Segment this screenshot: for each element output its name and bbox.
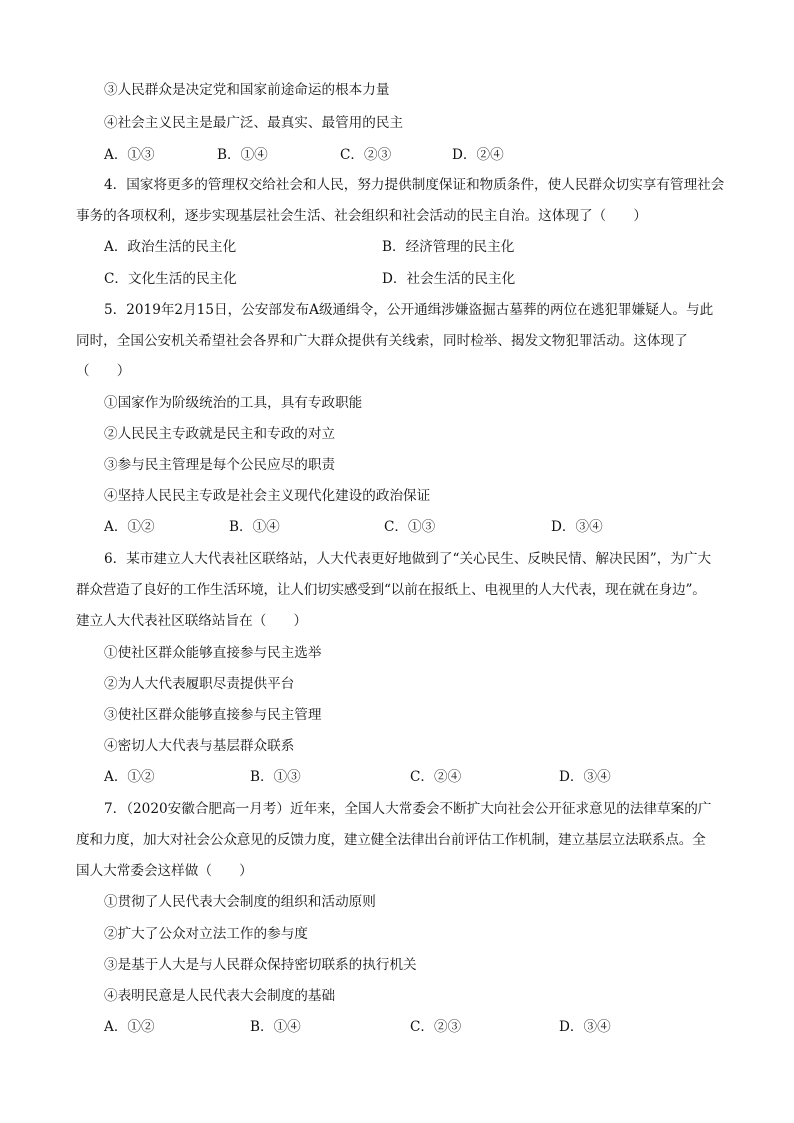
q3-choice-a: A．①③ [104,147,155,163]
q7-stem-line3: 国人大常委会这样做（ ） [76,863,253,879]
q6-choice-c: C．②④ [410,769,462,785]
q4-stem-line1: 4．国家将更多的管理权交给社会和人民，努力提供制度保证和物质条件，使人民群众切实享有管理社会 [104,177,725,193]
q3-option-4: ④社会主义民主是最广泛、最真实、最管用的民主 [104,115,404,131]
q5-choice-b: B．①④ [229,519,280,535]
q5-choice-c: C．①③ [384,519,436,535]
q6-stem-line1: 6．某市建立人大代表社区联络站，人大代表更好地做到了“关心民生、反映民情、解决民困”，为广大 [104,551,712,567]
q7-stem-line2: 度和力度，加大对社会公众意见的反馈力度，建立健全法律出台前评估工作机制，建立基层立法联系点。全 [76,832,706,848]
q7-choice-a: A．①② [104,1019,155,1035]
q5-stem-line3: （ ） [76,363,131,379]
q5-stem-line1: 5．2019年2月15日，公安部发布A级通缉令，公开通缉涉嫌盗掘古墓葬的两位在逃犯罪嫌疑人。与此 [104,302,714,318]
q3-choice-d: D．②④ [452,147,504,163]
q6-choice-d: D．③④ [559,769,611,785]
q7-option-3: ③是基于人大是与人民群众保持密切联系的执行机关 [104,957,417,973]
q7-option-2: ②扩大了公众对立法工作的参与度 [104,926,308,942]
q7-choice-d: D．③④ [559,1019,611,1035]
q3-choice-c: C．②③ [340,147,392,163]
q6-option-4: ④密切人大代表与基层群众联系 [104,738,295,754]
q4-stem-line2: 事务的各项权利，逐步实现基层社会生活、社会组织和社会活动的民主自治。这体现了（ ） [76,208,647,224]
q7-option-4: ④表明民意是人民代表大会制度的基础 [104,988,336,1004]
q7-choice-c: C．②③ [410,1019,462,1035]
q5-choice-a: A．①② [104,519,155,535]
q5-option-3: ③参与民主管理是每个公民应尽的职责 [104,457,336,473]
q5-option-4: ④坚持人民民主专政是社会主义现代化建设的政治保证 [104,488,431,504]
q6-stem-line3: 建立人大代表社区联络站旨在（ ） [76,613,308,629]
q7-stem-line1: 7．（2020安徽合肥高一月考）近年来，全国人大常委会不断扩大向社会公开征求意见的法律草案的广 [104,801,712,817]
q6-choice-a: A．①② [104,769,155,785]
q6-option-1: ①使社区群众能够直接参与民主选举 [104,645,322,661]
q4-choice-c: C．文化生活的民主化 [104,271,237,287]
q5-choice-d: D．③④ [551,519,603,535]
q6-choice-b: B．①③ [250,769,301,785]
q4-choice-d: D．社会生活的民主化 [382,271,516,287]
q7-option-1: ①贯彻了人民代表大会制度的组织和活动原则 [104,894,376,910]
q5-option-1: ①国家作为阶级统治的工具，具有专政职能 [104,395,363,411]
q6-stem-line2: 群众营造了良好的工作生活环境，让人们切实感受到“以前在报纸上、电视里的人大代表，现在就在身边”。 [76,582,706,598]
q6-option-2: ②为人大代表履职尽责提供平台 [104,676,295,692]
q3-option-3: ③人民群众是决定党和国家前途命运的根本力量 [104,82,390,98]
q4-choice-b: B．经济管理的民主化 [382,239,515,255]
q5-option-2: ②人民民主专政就是民主和专政的对立 [104,426,336,442]
q4-choice-a: A．政治生活的民主化 [104,239,237,255]
q7-choice-b: B．①④ [250,1019,301,1035]
q5-stem-line2: 同时，全国公安机关希望社会各界和广大群众提供有关线索，同时检举、揭发文物犯罪活动。这体现了 [76,333,688,349]
q3-choice-b: B．①④ [217,147,268,163]
q6-option-3: ③使社区群众能够直接参与民主管理 [104,707,322,723]
